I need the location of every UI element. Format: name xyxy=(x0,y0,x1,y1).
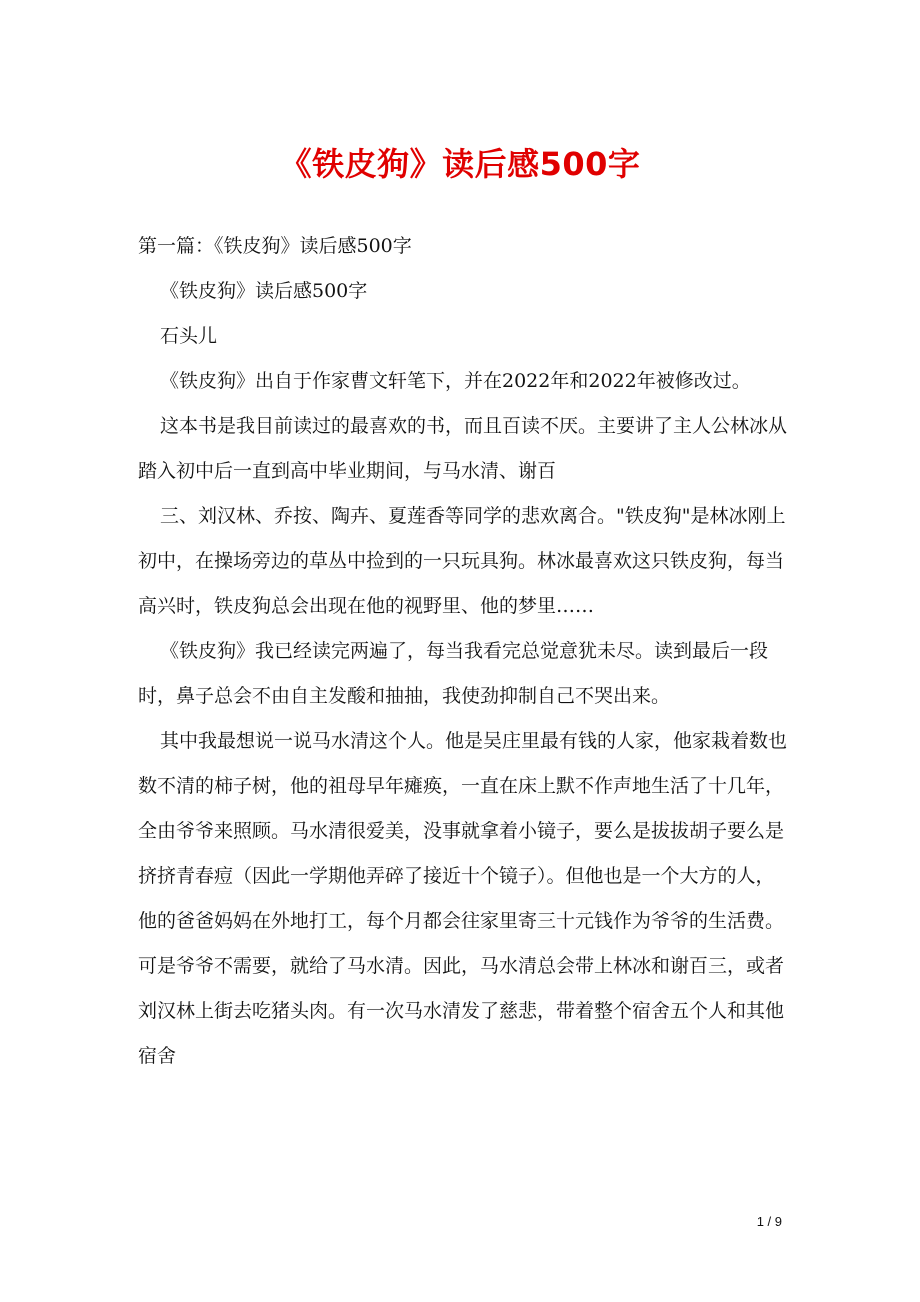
document-title: 《铁皮狗》读后感500字 xyxy=(279,145,641,183)
paragraph-4: 《铁皮狗》我已经读完两遍了，每当我看完总觉意犹未尽。读到最后一段时，鼻子总会不由自主发酸和抽抽，我使劲抑制自己不哭出来。 xyxy=(138,640,769,707)
page-number: 1 / 9 xyxy=(756,1214,782,1229)
document-body xyxy=(138,224,788,1079)
paragraph-3: 三、刘汉林、乔按、陶卉、夏莲香等同学的悲欢离合。"铁皮狗"是林冰刚上初中，在操场旁边的草丛中捡到的一只玩具狗。林冰最喜欢这只铁皮狗，每当高兴时，铁皮狗总会出现在他的视野里、他的梦里…… xyxy=(138,505,786,617)
section-heading: 第一篇：《铁皮狗》读后感500字 xyxy=(138,235,412,257)
paragraph-2: 这本书是我目前读过的最喜欢的书，而且百读不厌。主要讲了主人公林冰从踏入初中后一直到高中毕业期间，与马水清、谢百 xyxy=(138,415,788,482)
author-name: 石头儿 xyxy=(160,325,218,347)
article-subtitle: 《铁皮狗》读后感500字 xyxy=(160,280,368,302)
paragraph-5: 其中我最想说一说马水清这个人。他是吴庄里最有钱的人家，他家栽着数也数不清的柿子树，他的祖母早年瘫痪，一直在床上默不作声地生活了十几年，全由爷爷来照顾。马水清很爱美，没事就拿着小镜子，要么是拔拔胡子要么是挤挤青春痘（因此一学期他弄碎了接近十个镜子）。但他也是一个大方的人，他的爸爸妈妈在外地打工，每个月都会往家里寄三十元钱作为爷爷的生活费。可是爷爷不需要，就给了马水清。因此，马水清总会带上林冰和谢百三，或者刘汉林上街去吃猪头肉。有一次马水清发了慈悲，带着整个宿舍五个人和其他宿舍 xyxy=(138,730,788,1067)
paragraph-1: 《铁皮狗》出自于作家曹文轩笔下，并在2022年和2022年被修改过。 xyxy=(160,370,751,392)
